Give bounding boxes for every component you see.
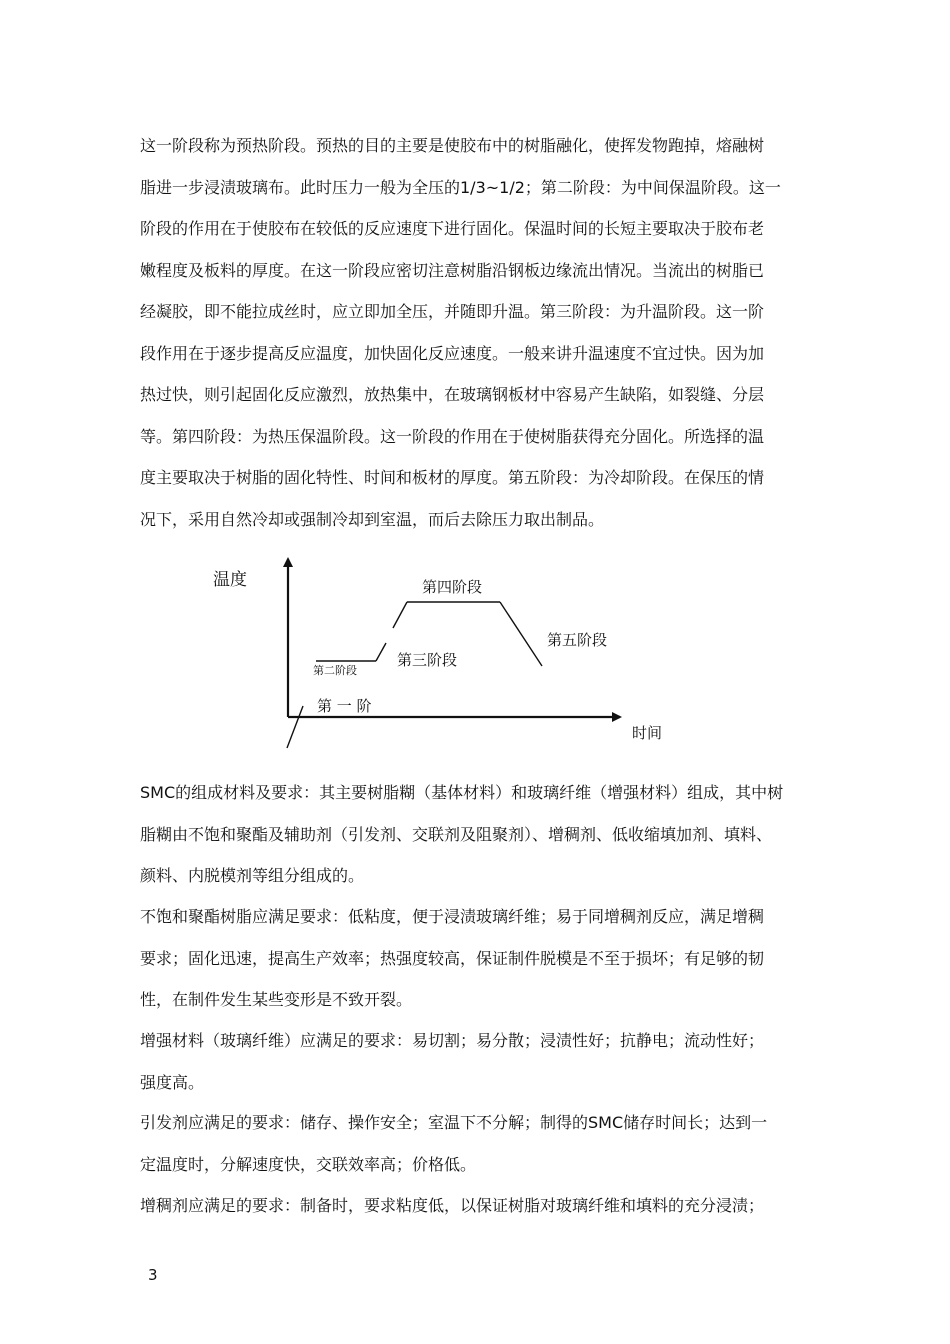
paragraph-curing-stages <box>140 125 830 540</box>
text-line: 强度高。 <box>140 1072 205 1092</box>
paragraph-initiator <box>140 1102 830 1185</box>
text-line: 阶段的作用在于使胶布在较低的反应速度下进行固化。保温时间的长短主要取决于胶布老 <box>140 219 765 238</box>
stage2-label: 第二阶段 <box>313 664 357 677</box>
y-axis-label: 温度 <box>213 570 247 590</box>
text-line: 增稠剂应满足的要求：制备时，要求粘度低，以保证树脂对玻璃纤维和填料的充分浸渍； <box>140 1196 765 1215</box>
text-line: 经凝胶，即不能拉成丝时，应立即加全压，并随即升温。第三阶段：为升温阶段。这一阶 <box>140 302 765 321</box>
text-line: 段作用在于逐步提高反应温度，加快固化反应速度。一般来讲升温速度不宜过快。因为加 <box>140 343 765 363</box>
text-line: 不饱和聚酯树脂应满足要求：低粘度，便于浸渍玻璃纤维；易于同增稠剂反应，满足增稠 <box>140 907 765 926</box>
text-line: 颜料、内脱模剂等组分组成的。 <box>140 866 365 885</box>
text-line: 增强材料（玻璃纤维）应满足的要求：易切割；易分散；浸渍性好；抗静电；流动性好； <box>140 1031 765 1050</box>
text-line: 脂糊由不饱和聚酯及辅助剂（引发剂、交联剂及阻聚剂）、增稠剂、低收缩填加剂、填料、 <box>140 824 773 844</box>
stage5-label: 第五阶段 <box>547 631 608 649</box>
text-line: SMC的组成材料及要求：其主要树脂糊（基体材料）和玻璃纤维（增强材料）组成，其中树 <box>140 783 784 802</box>
text-line: 引发剂应满足的要求：储存、操作安全；室温下不分解；制得的SMC储存时间长；达到一 <box>140 1113 768 1132</box>
stage2-rise <box>376 643 386 661</box>
text-line: 性，在制件发生某些变形是不致开裂。 <box>140 990 413 1009</box>
page-number: 3 <box>148 1266 158 1284</box>
text-line: 等。第四阶段：为热压保温阶段。这一阶段的作用在于使树脂获得充分固化。所选择的温 <box>140 426 765 446</box>
stage5-segment <box>500 602 542 666</box>
text-line: 度主要取决于树脂的固化特性、时间和板材的厚度。第五阶段：为冷却阶段。在保压的情 <box>140 468 765 487</box>
paragraph-smc-materials <box>140 772 830 897</box>
paragraph-unsaturated-polyester <box>140 896 830 1021</box>
curing-stage-diagram <box>200 555 680 755</box>
stage1-segment <box>287 706 303 748</box>
x-axis-label: 时间 <box>632 724 663 742</box>
stage3-label: 第三阶段 <box>397 651 458 669</box>
text-line: 热过快，则引起固化反应激烈，放热集中，在玻璃钢板材中容易产生缺陷，如裂缝、分层 <box>140 385 765 404</box>
stage4-label: 第四阶段 <box>422 578 483 596</box>
text-line: 嫩程度及板料的厚度。在这一阶段应密切注意树脂沿钢板边缘流出情况。当流出的树脂已 <box>140 260 765 280</box>
paragraph-reinforcement <box>140 1020 830 1103</box>
text-line: 况下，采用自然冷却或强制冷却到室温，而后去除压力取出制品。 <box>140 509 605 529</box>
text-line: 脂进一步浸渍玻璃布。此时压力一般为全压的1/3~1/2；第二阶段：为中间保温阶段。这一 <box>140 177 781 197</box>
stage3-segment <box>393 602 407 628</box>
text-line: 这一阶段称为预热阶段。预热的目的主要是使胶布中的树脂融化，使挥发物跑掉，熔融树 <box>140 136 765 155</box>
paragraph-thickener <box>140 1185 830 1227</box>
text-line: 要求；固化迅速，提高生产效率；热强度较高，保证制件脱模是不至于损坏；有足够的韧 <box>140 948 765 968</box>
text-line: 定温度时，分解速度快，交联效率高；价格低。 <box>140 1154 477 1174</box>
stage1-label: 第 一 阶 <box>317 697 372 715</box>
